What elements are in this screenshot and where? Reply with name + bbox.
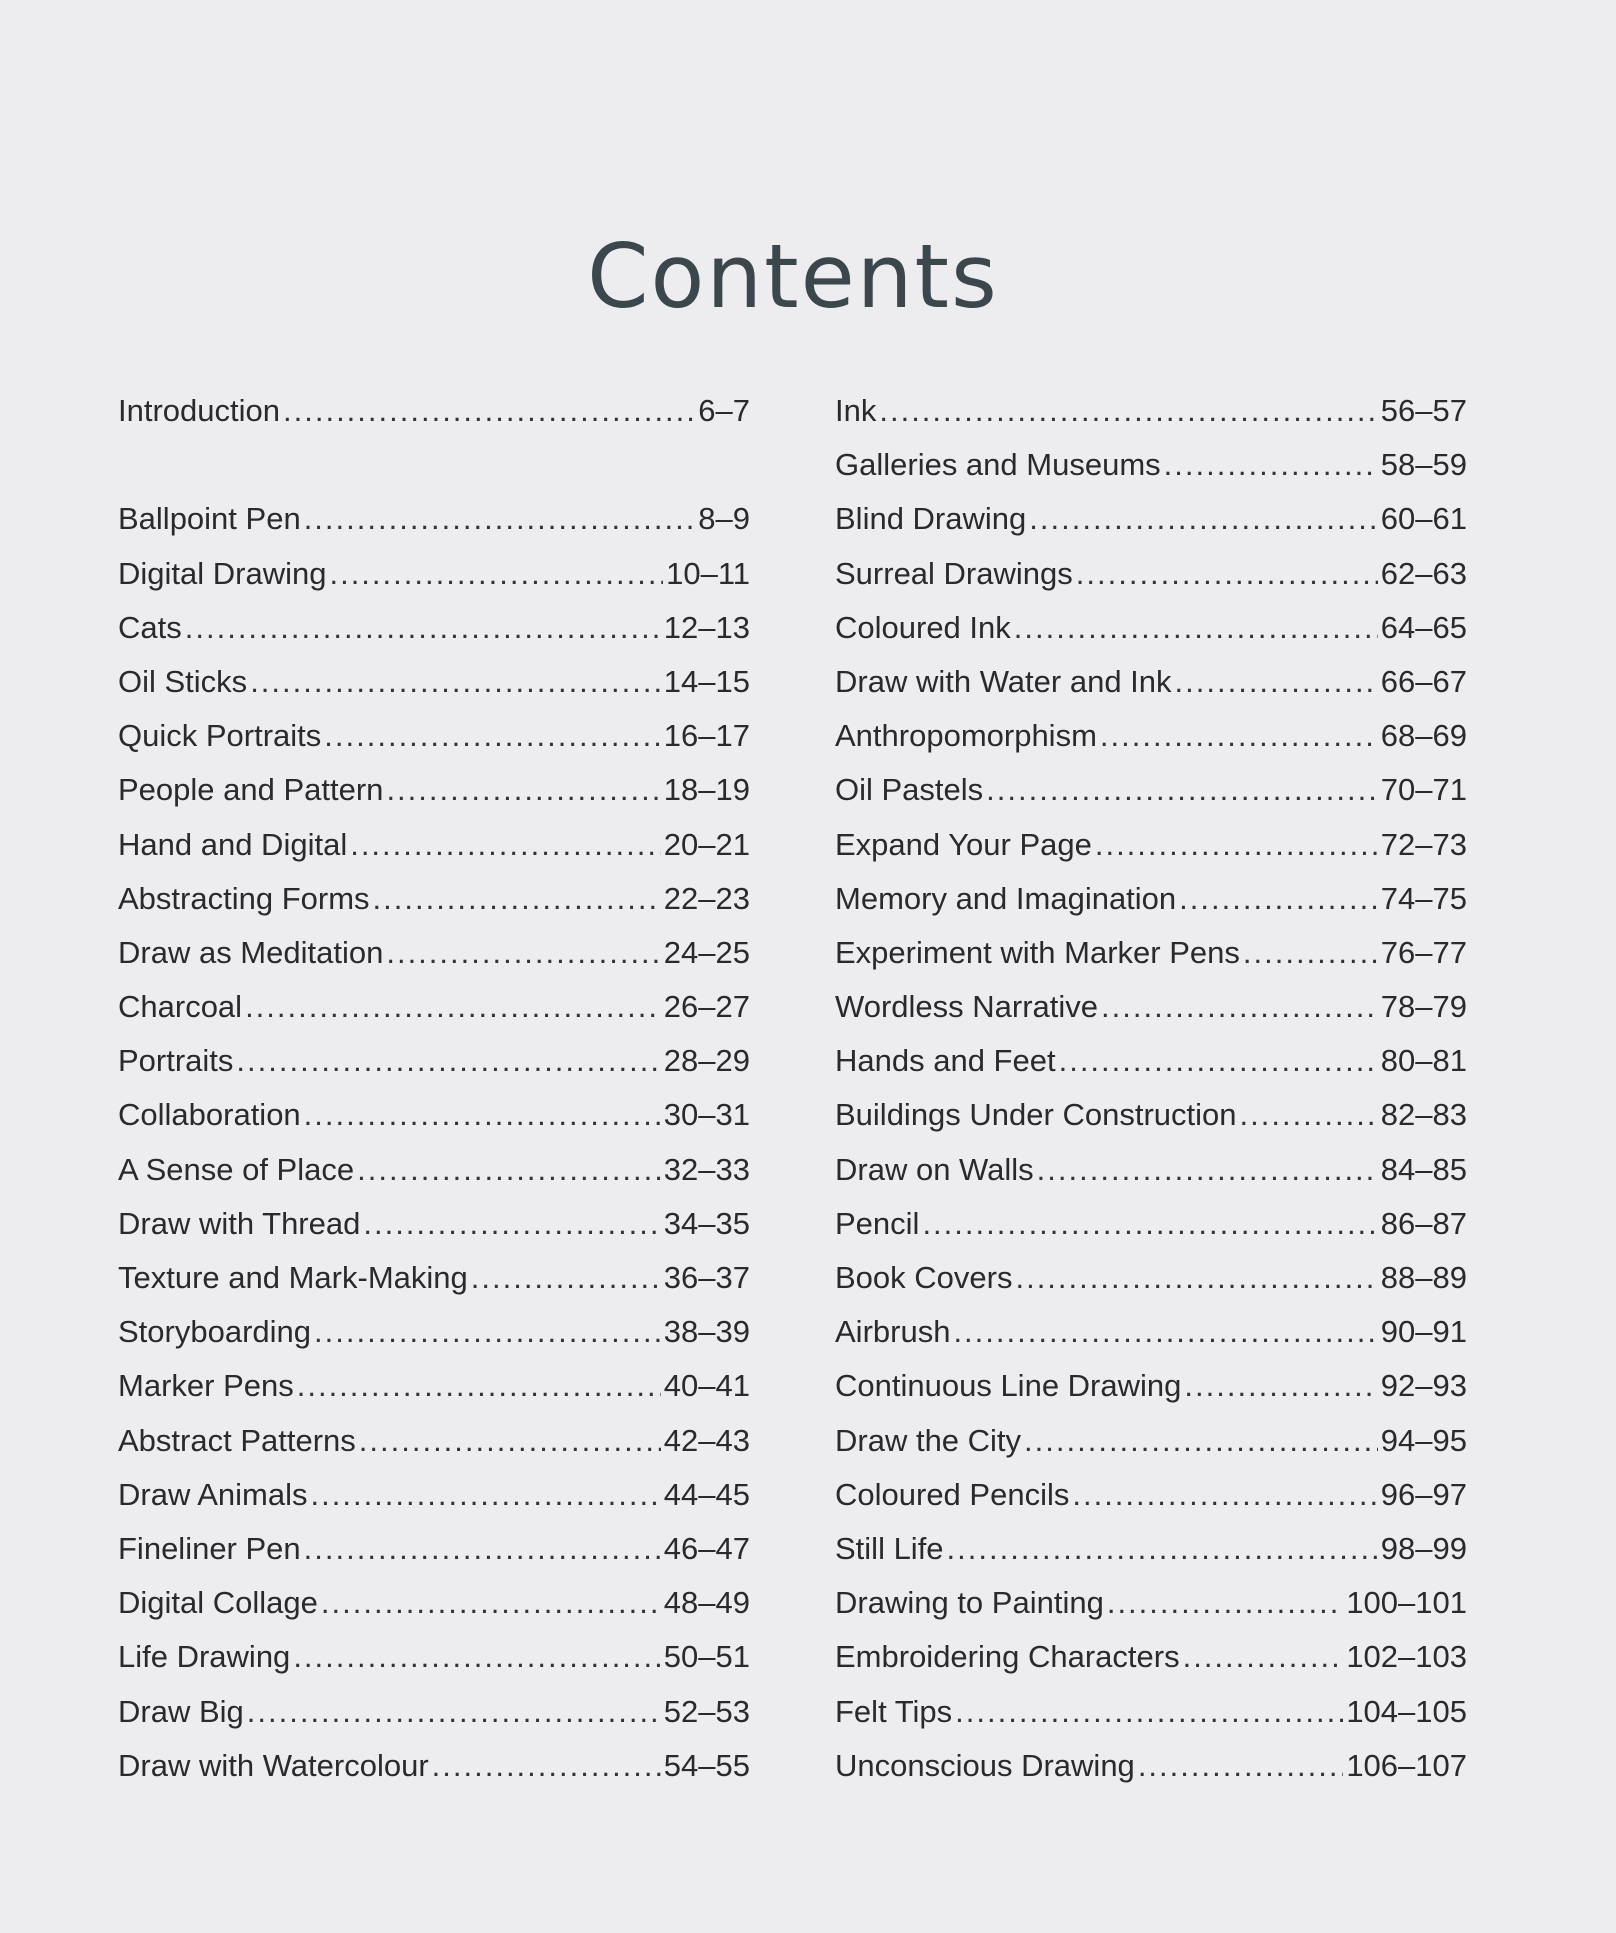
- toc-entry-pages: 34–35: [663, 1205, 750, 1241]
- toc-entry-title: Texture and Mark-Making: [118, 1260, 468, 1295]
- page-title: Contents: [587, 225, 999, 328]
- toc-entry-pages: 10–11: [666, 555, 750, 591]
- toc-entry-pages: 52–53: [663, 1693, 750, 1729]
- dot-leader: [953, 1314, 1377, 1350]
- dot-leader: [314, 1314, 661, 1350]
- dot-leader: [1015, 1260, 1377, 1296]
- toc-entry: [835, 1097, 1467, 1151]
- dot-leader: [250, 664, 661, 700]
- toc-entry: [835, 447, 1467, 501]
- toc-entry: [118, 1531, 750, 1585]
- toc-entry: [835, 1152, 1467, 1206]
- toc-entry: [118, 1639, 750, 1693]
- toc-entry-title: Draw with Watercolour: [118, 1747, 429, 1783]
- dot-leader: [245, 989, 661, 1025]
- toc-entry-pages: 72–73: [1380, 826, 1467, 862]
- toc-entry-pages: 86–87: [1380, 1205, 1467, 1241]
- toc-entry-title: Anthropomorphism: [835, 718, 1097, 754]
- toc-entry-title: Abstracting Forms: [118, 880, 370, 916]
- dot-leader: [329, 556, 663, 592]
- toc-entry: [835, 1423, 1467, 1477]
- toc-entry-title: Digital Drawing: [118, 555, 327, 591]
- toc-entry-title: Embroidering Characters: [835, 1639, 1180, 1675]
- toc-entry: [835, 1639, 1467, 1693]
- toc-entry-title: Buildings Under Construction: [835, 1097, 1237, 1133]
- toc-entry-title: Collaboration: [118, 1097, 301, 1133]
- toc-entry: [835, 935, 1467, 989]
- toc-entry: [118, 718, 750, 772]
- toc-entry-pages: 30–31: [663, 1097, 750, 1133]
- dot-leader: [321, 1585, 661, 1621]
- dot-leader: [1175, 664, 1378, 700]
- dot-leader: [283, 393, 695, 429]
- toc-entry: [118, 881, 750, 935]
- toc-entry-pages: 62–63: [1380, 555, 1467, 591]
- toc-entry-title: Experiment with Marker Pens: [835, 934, 1240, 970]
- toc-entry-pages: 56–57: [1380, 393, 1467, 428]
- toc-entry-pages: 88–89: [1380, 1260, 1467, 1295]
- dot-leader: [304, 1531, 661, 1567]
- dot-leader: [386, 935, 660, 971]
- toc-entry: [118, 989, 750, 1043]
- dot-leader: [947, 1531, 1378, 1567]
- dot-leader: [324, 718, 661, 754]
- dot-leader: [373, 881, 661, 917]
- dot-leader: [1100, 718, 1378, 754]
- toc-entry: [118, 1694, 750, 1748]
- toc-entry-title: Hand and Digital: [118, 826, 348, 862]
- toc-entry: [118, 1152, 750, 1206]
- toc-entry: [835, 1260, 1467, 1314]
- toc-entry-pages: 12–13: [663, 609, 750, 645]
- toc-entry-pages: 42–43: [663, 1422, 750, 1458]
- toc-entry: [835, 610, 1467, 664]
- dot-leader: [1076, 556, 1378, 592]
- toc-entry-pages: 48–49: [663, 1585, 750, 1621]
- toc-entry-pages: 76–77: [1380, 934, 1467, 970]
- toc-entry-pages: 16–17: [663, 718, 750, 754]
- toc-entry-title: Portraits: [118, 1043, 234, 1079]
- toc-entry-title: Draw on Walls: [835, 1151, 1034, 1187]
- toc-entry-pages: 96–97: [1380, 1476, 1467, 1512]
- dot-leader: [293, 1639, 660, 1675]
- toc-entry: [118, 827, 750, 881]
- dot-leader: [247, 1694, 661, 1730]
- toc-entry-pages: 68–69: [1380, 718, 1467, 754]
- toc-entry: [118, 1260, 750, 1314]
- toc-entry: [118, 1585, 750, 1639]
- toc-entry-title: Oil Sticks: [118, 663, 248, 699]
- toc-entry-title: Coloured Pencils: [835, 1476, 1070, 1512]
- toc-entry-title: Draw as Meditation: [118, 934, 384, 970]
- dot-leader: [350, 827, 661, 863]
- toc-entry: [118, 610, 750, 664]
- dot-leader: [471, 1260, 661, 1296]
- toc-entry-pages: 22–23: [663, 880, 750, 916]
- toc-entry-title: Memory and Imagination: [835, 880, 1177, 916]
- toc-entry: [835, 556, 1467, 610]
- toc-entry-title: Pencil: [835, 1205, 920, 1241]
- toc-entry-title: Digital Collage: [118, 1585, 318, 1621]
- dot-leader: [1179, 881, 1378, 917]
- dot-leader: [304, 501, 696, 537]
- toc-entry: [835, 1368, 1467, 1422]
- toc-entry-title: Oil Pastels: [835, 772, 984, 808]
- toc-entry-pages: 104–105: [1346, 1693, 1467, 1729]
- contents-right-column: [835, 393, 1467, 1802]
- toc-entry-title: Hands and Feet: [835, 1043, 1056, 1079]
- toc-entry-pages: 24–25: [663, 934, 750, 970]
- toc-entry: [835, 718, 1467, 772]
- toc-entry-title: Storyboarding: [118, 1314, 312, 1350]
- toc-entry-pages: 28–29: [663, 1043, 750, 1079]
- toc-entry-title: Ink: [835, 393, 877, 428]
- toc-entry-pages: 36–37: [663, 1260, 750, 1295]
- toc-entry-pages: 54–55: [663, 1747, 750, 1783]
- toc-entry-pages: 98–99: [1380, 1530, 1467, 1566]
- dot-leader: [185, 610, 661, 646]
- toc-entry: [118, 1097, 750, 1151]
- toc-entry-title: Surreal Drawings: [835, 555, 1073, 591]
- toc-entry-title: Charcoal: [118, 989, 243, 1025]
- toc-entry: [835, 393, 1467, 447]
- toc-entry-title: A Sense of Place: [118, 1151, 355, 1187]
- toc-entry-pages: 106–107: [1346, 1747, 1467, 1783]
- toc-entry: [835, 989, 1467, 1043]
- dot-leader: [359, 1423, 661, 1459]
- toc-entry-pages: 50–51: [663, 1639, 750, 1675]
- toc-entry-pages: 94–95: [1380, 1422, 1467, 1458]
- toc-entry: [835, 1531, 1467, 1585]
- dot-leader: [1024, 1423, 1378, 1459]
- dot-leader: [986, 772, 1378, 808]
- toc-entry: [118, 1314, 750, 1368]
- toc-entry: [835, 1748, 1467, 1802]
- dot-leader: [236, 1043, 660, 1079]
- toc-entry: [835, 827, 1467, 881]
- toc-entry-title: Felt Tips: [835, 1693, 953, 1729]
- dot-leader: [922, 1206, 1377, 1242]
- toc-entry-title: Draw with Water and Ink: [835, 663, 1172, 699]
- toc-entry: [835, 1585, 1467, 1639]
- toc-entry-pages: 102–103: [1346, 1639, 1467, 1675]
- toc-entry-title: Draw Animals: [118, 1476, 308, 1512]
- toc-entry-title: Draw Big: [118, 1693, 244, 1729]
- toc-entry: [118, 664, 750, 718]
- toc-entry-title: Still Life: [835, 1530, 944, 1566]
- toc-entry: [118, 556, 750, 610]
- toc-entry-title: Drawing to Painting: [835, 1585, 1104, 1621]
- toc-entry-title: Airbrush: [835, 1314, 951, 1350]
- toc-entry: [118, 1206, 750, 1260]
- toc-entry-title: Blind Drawing: [835, 501, 1027, 537]
- toc-entry: [835, 664, 1467, 718]
- toc-entry-pages: 90–91: [1380, 1314, 1467, 1350]
- dot-leader: [1037, 1152, 1378, 1188]
- toc-entry-pages: 60–61: [1380, 501, 1467, 537]
- toc-entry-pages: 100–101: [1346, 1585, 1467, 1621]
- dot-leader: [1107, 1585, 1343, 1621]
- toc-entry-pages: 58–59: [1380, 447, 1467, 483]
- dot-leader: [386, 772, 660, 808]
- dot-leader: [1101, 989, 1378, 1025]
- dot-leader: [1184, 1368, 1377, 1404]
- toc-entry-pages: 84–85: [1380, 1151, 1467, 1187]
- toc-entry: [118, 1368, 750, 1422]
- dot-leader: [304, 1097, 661, 1133]
- toc-entry: [835, 501, 1467, 555]
- toc-entry-pages: 78–79: [1380, 989, 1467, 1025]
- dot-leader: [1240, 1097, 1378, 1133]
- dot-leader: [955, 1694, 1343, 1730]
- toc-entry-pages: 82–83: [1380, 1097, 1467, 1133]
- toc-entry-title: People and Pattern: [118, 772, 384, 808]
- toc-entry-pages: 70–71: [1380, 772, 1467, 808]
- toc-entry-title: Life Drawing: [118, 1639, 291, 1675]
- toc-entry-pages: 92–93: [1380, 1368, 1467, 1404]
- toc-entry-pages: 26–27: [663, 989, 750, 1025]
- toc-entry-title: Galleries and Museums: [835, 447, 1161, 483]
- toc-entry: [118, 772, 750, 826]
- toc-entry-title: Marker Pens: [118, 1368, 294, 1404]
- toc-entry-pages: 6–7: [698, 393, 750, 428]
- toc-entry-pages: 32–33: [663, 1151, 750, 1187]
- dot-leader: [311, 1477, 661, 1513]
- dot-leader: [1183, 1639, 1344, 1675]
- toc-entry-title: Ballpoint Pen: [118, 501, 301, 537]
- dot-leader: [357, 1152, 661, 1188]
- toc-entry-pages: 46–47: [663, 1530, 750, 1566]
- toc-entry-title: Quick Portraits: [118, 718, 322, 754]
- toc-entry-title: Fineliner Pen: [118, 1530, 301, 1566]
- toc-entry-title: Abstract Patterns: [118, 1422, 356, 1458]
- toc-entry: [118, 501, 750, 555]
- toc-entry: [835, 1314, 1467, 1368]
- toc-entry-title: Unconscious Drawing: [835, 1747, 1135, 1783]
- dot-leader: [1059, 1043, 1378, 1079]
- toc-entry-pages: 38–39: [663, 1314, 750, 1350]
- toc-entry-pages: 66–67: [1380, 663, 1467, 699]
- dot-leader: [297, 1368, 661, 1404]
- toc-entry-title: Expand Your Page: [835, 826, 1092, 862]
- dot-leader: [1164, 447, 1378, 483]
- toc-entry: [835, 772, 1467, 826]
- toc-entry-pages: 80–81: [1380, 1043, 1467, 1079]
- toc-entry-pages: 8–9: [698, 501, 750, 537]
- toc-entry: [118, 1043, 750, 1097]
- toc-entry-pages: 20–21: [663, 826, 750, 862]
- toc-entry-pages: 40–41: [663, 1368, 750, 1404]
- dot-leader: [1243, 935, 1378, 971]
- toc-entry: [118, 393, 750, 447]
- toc-entry-pages: 18–19: [663, 772, 750, 808]
- dot-leader: [1072, 1477, 1377, 1513]
- toc-entry-title: Cats: [118, 609, 182, 645]
- toc-entry: [118, 935, 750, 989]
- dot-leader: [879, 393, 1377, 429]
- toc-entry-title: Introduction: [118, 393, 280, 428]
- toc-entry-pages: 44–45: [663, 1476, 750, 1512]
- dot-leader: [363, 1206, 660, 1242]
- toc-entry: [118, 1423, 750, 1477]
- toc-entry: [835, 1694, 1467, 1748]
- toc-entry-title: Draw with Thread: [118, 1205, 361, 1241]
- toc-entry-pages: 64–65: [1380, 609, 1467, 645]
- dot-leader: [1014, 610, 1378, 646]
- toc-entry: [835, 1206, 1467, 1260]
- dot-leader: [432, 1748, 661, 1784]
- dot-leader: [1029, 501, 1378, 537]
- toc-entry: [118, 1477, 750, 1531]
- toc-entry: [835, 1477, 1467, 1531]
- spacer: [118, 447, 750, 501]
- toc-entry-title: Continuous Line Drawing: [835, 1368, 1182, 1404]
- toc-entry-pages: 74–75: [1380, 880, 1467, 916]
- contents-left-column: [118, 393, 750, 1802]
- dot-leader: [1138, 1748, 1344, 1784]
- dot-leader: [1095, 827, 1378, 863]
- toc-entry: [118, 1748, 750, 1802]
- toc-entry-title: Coloured Ink: [835, 609, 1011, 645]
- toc-entry-pages: 14–15: [663, 663, 750, 699]
- toc-entry: [835, 1043, 1467, 1097]
- toc-entry-title: Draw the City: [835, 1422, 1022, 1458]
- toc-entry-title: Wordless Narrative: [835, 989, 1099, 1025]
- toc-entry-title: Book Covers: [835, 1260, 1013, 1295]
- toc-entry: [835, 881, 1467, 935]
